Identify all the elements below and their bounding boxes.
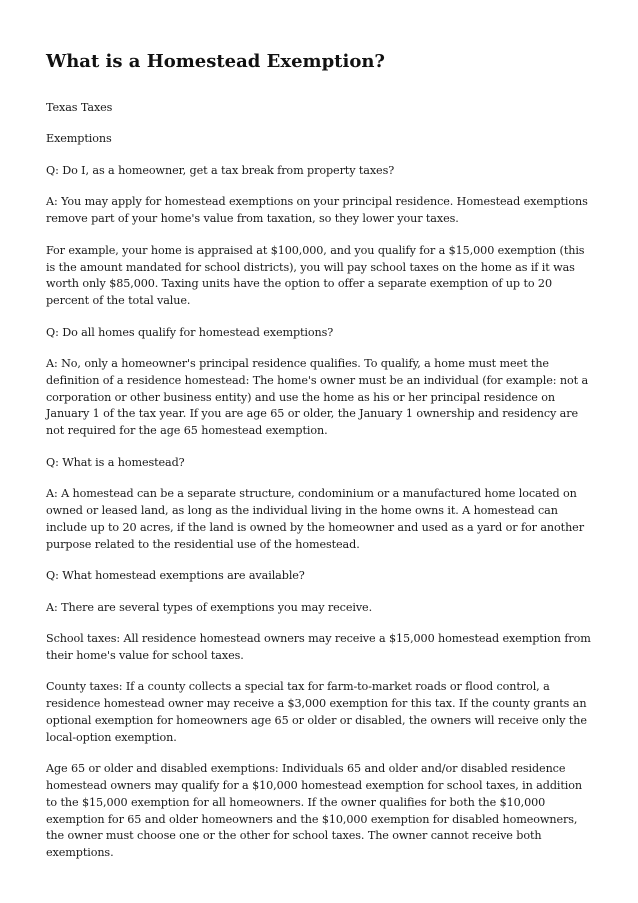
answer-exemptions-available: A: There are several types of exemptions you may receive. xyxy=(46,600,373,614)
age-65-disabled-paragraph: Age 65 or older and disabled exemptions: Individuals 65 and older and/or disabled residence homestead owners may qualify for a $10,000 homestead exemption for school taxes, in addition to the $15,000 exemption for all homeowners. If the owner qualifies for both the $10,000 exemption for 65 and older homeowners and the $10,000 exemption for disabled homeowners, the owner must choose one or the other for school taxes. The owner cannot receive both exemptions. xyxy=(46,762,582,860)
answer-what-is-homestead: A: A homestead can be a separate structure, condominium or a manufactured home located on owned or leased land, as long as the individual living in the home owns it. A homestead can include up to 20 acres, if the land is owned by the homeowner and used as a yard or for another purpose related to the residential use of the homestead. xyxy=(46,487,584,551)
question-what-is-homestead: Q: What is a homestead? xyxy=(46,455,185,469)
question-qualify: Q: Do all homes qualify for homestead exemptions? xyxy=(46,325,334,339)
page-title: What is a Homestead Exemption? xyxy=(46,51,385,72)
question-exemptions-available: Q: What homestead exemptions are available? xyxy=(46,569,305,583)
county-taxes-paragraph: County taxes: If a county collects a special tax for farm-to-market roads or flood control, a residence homestead owner may receive a $3,000 exemption for this tax. If the county grants an optional exemption for homeowners age 65 or older or disabled, the owners will receive only the local-option exemption. xyxy=(46,680,587,744)
document-page xyxy=(46,50,594,877)
answer-tax-break: A: You may apply for homestead exemptions on your principal residence. Homestead exemptions remove part of your home's value from taxation, so they lower your taxes. xyxy=(46,195,588,226)
example-paragraph: For example, your home is appraised at $100,000, and you qualify for a $15,000 exemption (this is the amount mandated for school districts), you will pay school taxes on the home as if it was worth only $85,000. Taxing units have the option to offer a separate exemption of up to 20 percent of the total value. xyxy=(46,243,585,308)
subcategory-label: Exemptions xyxy=(46,132,112,146)
school-taxes-paragraph: School taxes: All residence homestead owners may receive a $15,000 homestead exemption from their home's value for school taxes. xyxy=(46,632,591,662)
question-tax-break: Q: Do I, as a homeowner, get a tax break from property taxes? xyxy=(46,163,395,177)
answer-qualify: A: No, only a homeowner's principal residence qualifies. To qualify, a home must meet the definition of a residence homestead: The home's owner must be an individual (for example: not a corporation or other business entity) and use the home as his or her principal residence on January 1 of the tax year. If you are age 65 or older, the January 1 ownership and residency are not required for the age 65 homestead exemption. xyxy=(46,357,589,438)
category-label: Texas Taxes xyxy=(46,101,113,114)
